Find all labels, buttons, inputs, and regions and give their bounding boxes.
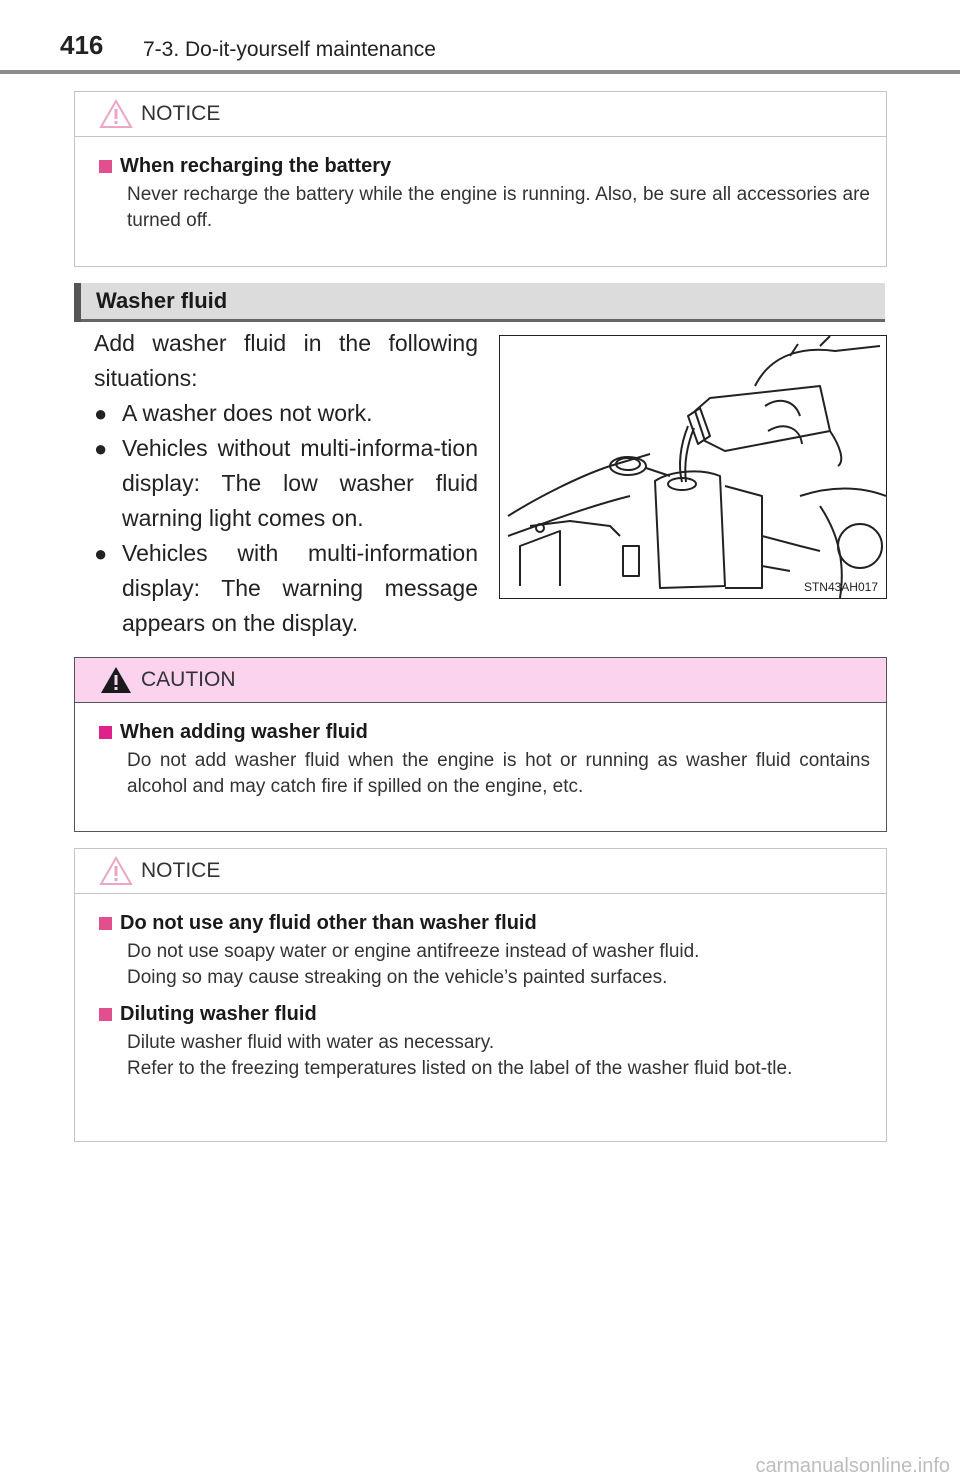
watermark: carmanualsonline.info [755, 1455, 950, 1477]
square-bullet-icon [99, 917, 112, 930]
notice-item-text: Do not use soapy water or engine antifreeze instead of washer fluid. [127, 941, 700, 962]
notice-item-text: Dilute washer fluid with water as necessary. [127, 1032, 495, 1053]
washer-intro-text: Add washer fluid in the following situations: [94, 330, 478, 391]
notice-header [75, 849, 886, 894]
heading-accent [74, 283, 81, 322]
caution-item-heading [99, 721, 870, 744]
figure-label: STN43AH017 [803, 580, 878, 594]
notice-item-text: Doing so may cause streaking on the vehicle’s painted surfaces. [127, 967, 668, 988]
bullet-item [94, 536, 478, 641]
square-bullet-icon [99, 726, 112, 739]
section-title: 7-3. Do-it-yourself maintenance [143, 38, 436, 61]
notice-header [75, 92, 886, 137]
square-bullet-icon [99, 160, 112, 173]
square-bullet-icon [99, 1008, 112, 1021]
bullet-text: A washer does not work. [122, 400, 373, 426]
notice-item-heading-text: Diluting washer fluid [120, 1003, 317, 1025]
warning-triangle-icon [99, 856, 133, 886]
page-number: 416 [60, 30, 104, 60]
notice-item-heading-text: When recharging the battery [120, 155, 392, 177]
bullet-dot-icon: ● [94, 541, 108, 566]
caution-box [74, 657, 887, 832]
caution-body [75, 703, 886, 830]
bullet-text: Vehicles without multi-informa-tion display: The low washer fluid warning light comes on. [122, 435, 478, 531]
caution-item-text: Do not add washer fluid when the engine is hot or running as washer fluid contains alcohol and may catch fire if spilled on the engine, etc. [127, 750, 870, 797]
washer-fluid-heading-bar [74, 283, 885, 322]
notice-item-text: Refer to the freezing temperatures listed on the label of the washer fluid bot-tle. [127, 1058, 793, 1079]
notice-item-text: Never recharge the battery while the engine is running. Also, be sure all accessories are turned off. [127, 184, 870, 231]
notice-item-heading [99, 155, 870, 178]
notice-item-heading [99, 912, 870, 935]
notice-title: NOTICE [141, 859, 221, 882]
notice-body [75, 137, 886, 264]
notice-box-washer [74, 848, 887, 1142]
caution-title: CAUTION [141, 668, 236, 691]
caution-header [75, 658, 886, 703]
bullet-dot-icon: ● [94, 436, 108, 461]
warning-triangle-icon [99, 99, 133, 129]
notice-item-heading-text: Do not use any fluid other than washer fluid [120, 912, 537, 934]
notice-box-battery [74, 91, 887, 267]
washer-intro [94, 326, 478, 641]
header-rule [0, 70, 960, 74]
bullet-text: Vehicles with multi-information display: The warning message appears on the display. [122, 540, 478, 636]
bullet-item [94, 431, 478, 536]
notice-title: NOTICE [141, 102, 221, 125]
washer-fluid-illustration [499, 335, 887, 599]
warning-triangle-icon [99, 665, 133, 695]
notice-body [75, 894, 886, 1112]
washer-fluid-heading: Washer fluid [96, 288, 228, 313]
bullet-dot-icon: ● [94, 401, 108, 426]
bullet-item [94, 396, 478, 431]
pouring-washer-fluid-illustration [500, 336, 886, 598]
notice-item-heading [99, 1003, 870, 1026]
caution-item-heading-text: When adding washer fluid [120, 721, 368, 743]
